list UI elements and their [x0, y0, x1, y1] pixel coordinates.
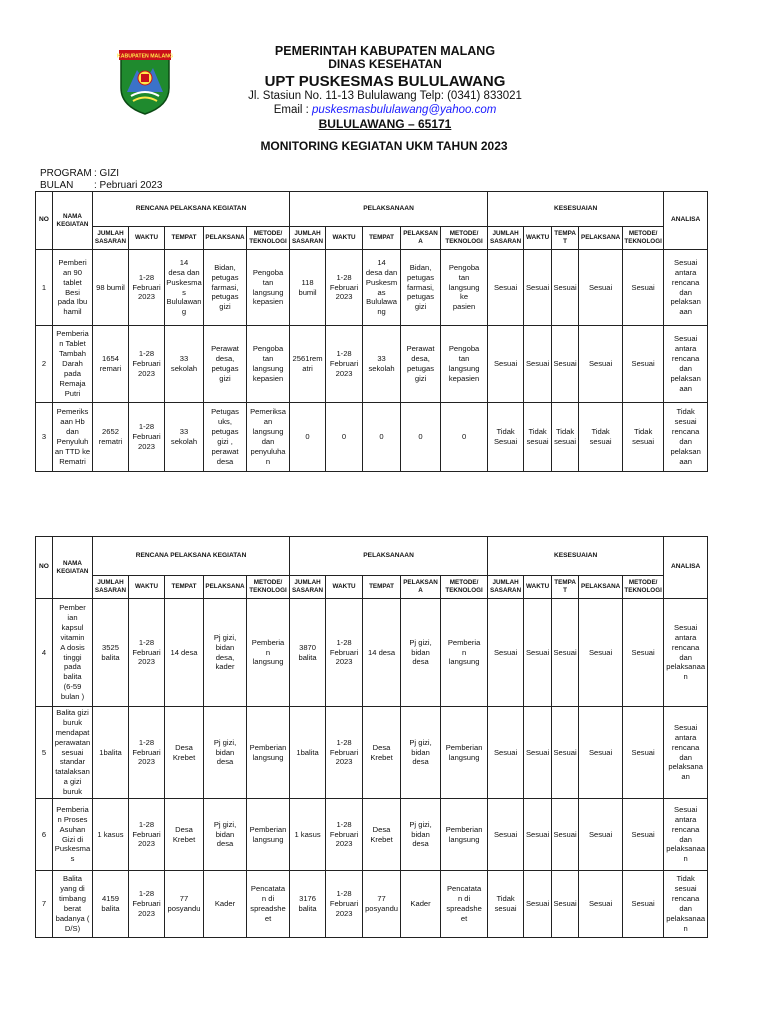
- subheader-cell: PELAKSANA: [204, 576, 247, 599]
- cell-analisa: Sesuai antara rencana dan pelaksanaa n: [664, 599, 708, 707]
- cell-p-metode: Pemberian langsung: [441, 799, 488, 871]
- city-postcode: BULULAWANG – 65171: [318, 116, 452, 131]
- cell-k-metode: Sesuai: [623, 326, 664, 403]
- cell-k-jumlah: Sesuai: [488, 707, 524, 799]
- cell-k-tempat: Sesuai: [552, 250, 579, 326]
- cell-nama: Pemberia n Tablet Tambah Darah pada Remaja Putri: [53, 326, 93, 403]
- cell-analisa: Sesuai antara rencana dan pelaksanaa n: [664, 799, 708, 871]
- header-nama-kegiatan: NAMA KEGIATAN: [53, 192, 93, 250]
- cell-r-jumlah: 3525 balita: [93, 599, 129, 707]
- subheader-cell: JUMLAH SASARAN: [290, 576, 326, 599]
- cell-p-waktu: 1-28 Februari 2023: [326, 599, 363, 707]
- cell-k-tempat: Sesuai: [552, 707, 579, 799]
- subheader-cell: METODE/ TEKNOLOGI: [441, 576, 488, 599]
- cell-r-tempat: Desa Krebet: [165, 799, 204, 871]
- header-no: NO: [36, 537, 53, 599]
- institution-name: UPT PUSKESMAS BULULAWANG: [264, 73, 506, 91]
- cell-r-pelaksana: Perawat desa, petugas gizi: [204, 326, 247, 403]
- cell-r-pelaksana: Pj gizi, bidan desa, kader: [204, 599, 247, 707]
- cell-r-jumlah: 1 kasus: [93, 799, 129, 871]
- cell-nama: Pemeriks aan Hb dan Penyuluh an TTD ke Rematri: [53, 403, 93, 472]
- header-nama-kegiatan: NAMA KEGIATAN: [53, 537, 93, 599]
- cell-r-metode: Pengoba tan langsung kepasien: [247, 326, 290, 403]
- subheader-cell: PELAKSANA: [579, 227, 623, 250]
- cell-r-waktu: 1-28 Februari 2023: [129, 250, 165, 326]
- header-analisa: ANALISA: [664, 537, 708, 599]
- subheader-cell: PELAKSANA: [204, 227, 247, 250]
- cell-k-tempat: Tidak sesuai: [552, 403, 579, 472]
- cell-r-metode: Pemberia n langsung: [247, 599, 290, 707]
- letterhead: [0, 0, 768, 131]
- cell-k-tempat: Sesuai: [552, 326, 579, 403]
- cell-r-pelaksana: Bidan, petugas farmasi, petugas gizi: [204, 250, 247, 326]
- table-row: [36, 326, 708, 403]
- cell-no: 5: [36, 707, 53, 799]
- subheader-cell: WAKTU: [524, 227, 552, 250]
- cell-k-waktu: Sesuai: [524, 599, 552, 707]
- cell-p-tempat: 77 posyandu: [363, 871, 401, 938]
- cell-p-tempat: 14 desa: [363, 599, 401, 707]
- table-row: [36, 403, 708, 472]
- subheader-cell: WAKTU: [326, 227, 363, 250]
- subheader-cell: TEMPAT: [363, 576, 401, 599]
- header-analisa: ANALISA: [664, 192, 708, 250]
- cell-p-jumlah: 118 bumil: [290, 250, 326, 326]
- cell-p-pelaksana: 0: [401, 403, 441, 472]
- cell-analisa: Sesuai antara rencana dan pelaksan aan: [664, 326, 708, 403]
- cell-k-jumlah: Tidak sesuai: [488, 871, 524, 938]
- cell-p-tempat: 0: [363, 403, 401, 472]
- cell-nama: Pemberi an 90 tablet Besi pada Ibu hamil: [53, 250, 93, 326]
- cell-p-pelaksana: Bidan, petugas farmasi, petugas gizi: [401, 250, 441, 326]
- cell-k-metode: Sesuai: [623, 871, 664, 938]
- cell-r-pelaksana: Pj gizi, bidan desa: [204, 707, 247, 799]
- bulan-value: : Pebruari 2023: [94, 179, 163, 191]
- header-kesesuaian: KESESUAIAN: [488, 537, 664, 576]
- cell-p-waktu: 1-28 Februari 2023: [326, 871, 363, 938]
- cell-no: 4: [36, 599, 53, 707]
- cell-r-tempat: 14 desa dan Puskesmas Bululawang: [165, 250, 204, 326]
- cell-p-jumlah: 1balita: [290, 707, 326, 799]
- subheader-cell: TEMPAT: [363, 227, 401, 250]
- cell-k-pelaksana: Sesuai: [579, 326, 623, 403]
- government-name: PEMERINTAH KABUPATEN MALANG: [274, 44, 496, 58]
- header-rencana: RENCANA PELAKSANA KEGIATAN: [93, 537, 290, 576]
- cell-analisa: Sesuai antara rencana dan pelaksana an: [664, 707, 708, 799]
- cell-k-waktu: Sesuai: [524, 326, 552, 403]
- document-title: MONITORING KEGIATAN UKM TAHUN 2023: [260, 139, 508, 153]
- cell-p-metode: Pengoba tan langsung kepasien: [441, 326, 488, 403]
- cell-r-tempat: 14 desa: [165, 599, 204, 707]
- bulan-row: [40, 180, 162, 192]
- table-row: [36, 707, 708, 799]
- cell-p-jumlah: 1 kasus: [290, 799, 326, 871]
- cell-nama: Pemberia n Proses Asuhan Gizi di Puskesma s: [53, 799, 93, 871]
- cell-analisa: Tidak sesuai rencana dan pelaksanaa n: [664, 871, 708, 938]
- cell-k-pelaksana: Tidak sesuai: [579, 403, 623, 472]
- cell-p-tempat: 14 desa dan Puskesm as Bululawa ng: [363, 250, 401, 326]
- cell-no: 6: [36, 799, 53, 871]
- cell-analisa: Sesuai antara rencana dan pelaksan aan: [664, 250, 708, 326]
- subheader-cell: WAKTU: [326, 576, 363, 599]
- cell-r-tempat: Desa Krebet: [165, 707, 204, 799]
- cell-p-pelaksana: Pj gizi, bidan desa: [401, 599, 441, 707]
- cell-r-tempat: 33 sekolah: [165, 403, 204, 472]
- cell-k-tempat: Sesuai: [552, 599, 579, 707]
- cell-p-pelaksana: Perawat desa, petugas gizi: [401, 326, 441, 403]
- cell-r-metode: Pemberian langsung: [247, 707, 290, 799]
- subheader-cell: JUMLAH SASARAN: [93, 227, 129, 250]
- cell-p-metode: 0: [441, 403, 488, 472]
- cell-no: 3: [36, 403, 53, 472]
- department-name: DINAS KESEHATAN: [328, 57, 442, 72]
- cell-k-pelaksana: Sesuai: [579, 799, 623, 871]
- cell-k-jumlah: Sesuai: [488, 250, 524, 326]
- cell-no: 1: [36, 250, 53, 326]
- program-value: : GIZI: [94, 168, 119, 179]
- table-row: [36, 871, 708, 938]
- cell-r-pelaksana: Pj gizi, bidan desa: [204, 799, 247, 871]
- cell-k-metode: Sesuai: [623, 707, 664, 799]
- cell-p-waktu: 1-28 Februari 2023: [326, 250, 363, 326]
- cell-k-jumlah: Sesuai: [488, 326, 524, 403]
- subheader-cell: JUMLAH SASARAN: [93, 576, 129, 599]
- subheader-cell: TEMPAT: [552, 227, 579, 250]
- cell-k-pelaksana: Sesuai: [579, 599, 623, 707]
- cell-r-metode: Pengoba tan langsung kepasien: [247, 250, 290, 326]
- cell-p-tempat: 33 sekolah: [363, 326, 401, 403]
- cell-r-jumlah: 4159 balita: [93, 871, 129, 938]
- cell-r-waktu: 1-28 Februari 2023: [129, 403, 165, 472]
- cell-k-jumlah: Sesuai: [488, 599, 524, 707]
- cell-k-waktu: Sesuai: [524, 799, 552, 871]
- table-row: [36, 599, 708, 707]
- cell-k-waktu: Sesuai: [524, 871, 552, 938]
- subheader-cell: JUMLAH SASARAN: [290, 227, 326, 250]
- subheader-row: [36, 227, 708, 250]
- bulan-label: BULAN: [40, 179, 74, 191]
- subheader-cell: METODE/ TEKNOLOGI: [247, 576, 290, 599]
- cell-k-metode: Sesuai: [623, 599, 664, 707]
- email-label: Email :: [273, 103, 313, 116]
- cell-p-waktu: 0: [326, 403, 363, 472]
- cell-k-waktu: Tidak sesuai: [524, 403, 552, 472]
- cell-k-waktu: Sesuai: [524, 250, 552, 326]
- cell-p-tempat: Desa Krebet: [363, 707, 401, 799]
- cell-p-metode: Pemberian langsung: [441, 707, 488, 799]
- letterhead-text: [200, 44, 570, 132]
- cell-r-jumlah: 2652 rematri: [93, 403, 129, 472]
- cell-r-pelaksana: Petugas uks, petugas gizi , perawat desa: [204, 403, 247, 472]
- cell-k-waktu: Sesuai: [524, 707, 552, 799]
- cell-k-metode: Sesuai: [623, 250, 664, 326]
- cell-k-jumlah: Sesuai: [488, 799, 524, 871]
- subheader-cell: METODE/ TEKNOLOGI: [441, 227, 488, 250]
- cell-k-metode: Sesuai: [623, 799, 664, 871]
- cell-p-metode: Pengoba tan langsung ke pasien: [441, 250, 488, 326]
- email-line: [200, 104, 570, 117]
- kabupaten-malang-crest-icon: [117, 48, 173, 116]
- subheader-row: [36, 576, 708, 599]
- cell-p-tempat: Desa Krebet: [363, 799, 401, 871]
- table-1-body: [36, 250, 708, 472]
- subheader-cell: JUMLAH SASARAN: [488, 576, 524, 599]
- cell-r-jumlah: 98 bumil: [93, 250, 129, 326]
- table-row: [36, 799, 708, 871]
- cell-p-waktu: 1-28 Februari 2023: [326, 326, 363, 403]
- subheader-cell: WAKTU: [129, 576, 165, 599]
- cell-r-metode: Pemeriksa an langsung dan penyuluha n: [247, 403, 290, 472]
- cell-p-jumlah: 3870 balita: [290, 599, 326, 707]
- cell-nama: Balita gizi buruk mendapat perawatan sesuai standar tatalaksan a gizi buruk: [53, 707, 93, 799]
- program-row: [40, 168, 162, 180]
- cell-p-jumlah: 2561rem atri: [290, 326, 326, 403]
- cell-r-metode: Pencatata n di spreadshe et: [247, 871, 290, 938]
- cell-p-pelaksana: Pj gizi, bidan desa: [401, 799, 441, 871]
- subheader-cell: WAKTU: [524, 576, 552, 599]
- program-label: PROGRAM: [40, 168, 92, 179]
- cell-nama: Balita yang di timbang berat badanya ( D/S): [53, 871, 93, 938]
- cell-r-jumlah: 1654 remari: [93, 326, 129, 403]
- report-meta: [40, 168, 162, 191]
- subheader-cell: PELAKSANA: [401, 227, 441, 250]
- cell-p-metode: Pemberia n langsung: [441, 599, 488, 707]
- cell-p-waktu: 1-28 Februari 2023: [326, 707, 363, 799]
- crest-lettering: KABUPATEN MALANG: [117, 53, 173, 60]
- cell-r-waktu: 1-28 Februari 2023: [129, 707, 165, 799]
- cell-r-tempat: 33 sekolah: [165, 326, 204, 403]
- subheader-cell: WAKTU: [129, 227, 165, 250]
- cell-k-pelaksana: Sesuai: [579, 707, 623, 799]
- cell-p-jumlah: 3176 balita: [290, 871, 326, 938]
- cell-r-pelaksana: Kader: [204, 871, 247, 938]
- header-kesesuaian: KESESUAIAN: [488, 192, 664, 227]
- cell-k-jumlah: Tidak Sesuai: [488, 403, 524, 472]
- cell-analisa: Tidak sesuai rencana dan pelaksan aan: [664, 403, 708, 472]
- header-rencana: RENCANA PELAKSANA KEGIATAN: [93, 192, 290, 227]
- cell-p-pelaksana: Kader: [401, 871, 441, 938]
- monitoring-table-1: [35, 191, 708, 472]
- header-pelaksanaan: PELAKSANAAN: [290, 192, 488, 227]
- header-no: NO: [36, 192, 53, 250]
- subheader-cell: METODE/ TEKNOLOGI: [623, 227, 664, 250]
- cell-p-metode: Pencatata n di spreadshe et: [441, 871, 488, 938]
- cell-k-pelaksana: Sesuai: [579, 871, 623, 938]
- cell-p-jumlah: 0: [290, 403, 326, 472]
- cell-r-waktu: 1-28 Februari 2023: [129, 326, 165, 403]
- cell-k-metode: Tidak sesuai: [623, 403, 664, 472]
- cell-no: 7: [36, 871, 53, 938]
- cell-r-waktu: 1-28 Februari 2023: [129, 599, 165, 707]
- email-link[interactable]: puskesmasbululawang@yahoo.com: [312, 103, 497, 116]
- header-pelaksanaan: PELAKSANAAN: [290, 537, 488, 576]
- subheader-cell: TEMPAT: [165, 576, 204, 599]
- cell-r-metode: Pemberian langsung: [247, 799, 290, 871]
- cell-k-tempat: Sesuai: [552, 871, 579, 938]
- table-row: [36, 250, 708, 326]
- cell-r-tempat: 77 posyandu: [165, 871, 204, 938]
- table-2-body: [36, 599, 708, 938]
- subheader-cell: METODE/ TEKNOLOGI: [623, 576, 664, 599]
- subheader-cell: JUMLAH SASARAN: [488, 227, 524, 250]
- cell-k-tempat: Sesuai: [552, 799, 579, 871]
- cell-r-waktu: 1-28 Februari 2023: [129, 871, 165, 938]
- cell-k-pelaksana: Sesuai: [579, 250, 623, 326]
- subheader-cell: PELAKSANA: [401, 576, 441, 599]
- cell-no: 2: [36, 326, 53, 403]
- cell-nama: Pember ian kapsul vitamin A dosis tinggi pada balita (6-59 bulan ): [53, 599, 93, 707]
- cell-p-waktu: 1-28 Februari 2023: [326, 799, 363, 871]
- cell-r-jumlah: 1balita: [93, 707, 129, 799]
- subheader-cell: TEMPAT: [552, 576, 579, 599]
- subheader-cell: PELAKSANA: [579, 576, 623, 599]
- monitoring-table-2: [35, 536, 708, 938]
- subheader-cell: TEMPAT: [165, 227, 204, 250]
- cell-r-waktu: 1-28 Februari 2023: [129, 799, 165, 871]
- cell-p-pelaksana: Pj gizi, bidan desa: [401, 707, 441, 799]
- address-line: Jl. Stasiun No. 11-13 Bululawang Telp: (0341) 833021: [248, 90, 522, 103]
- subheader-cell: METODE/ TEKNOLOGI: [247, 227, 290, 250]
